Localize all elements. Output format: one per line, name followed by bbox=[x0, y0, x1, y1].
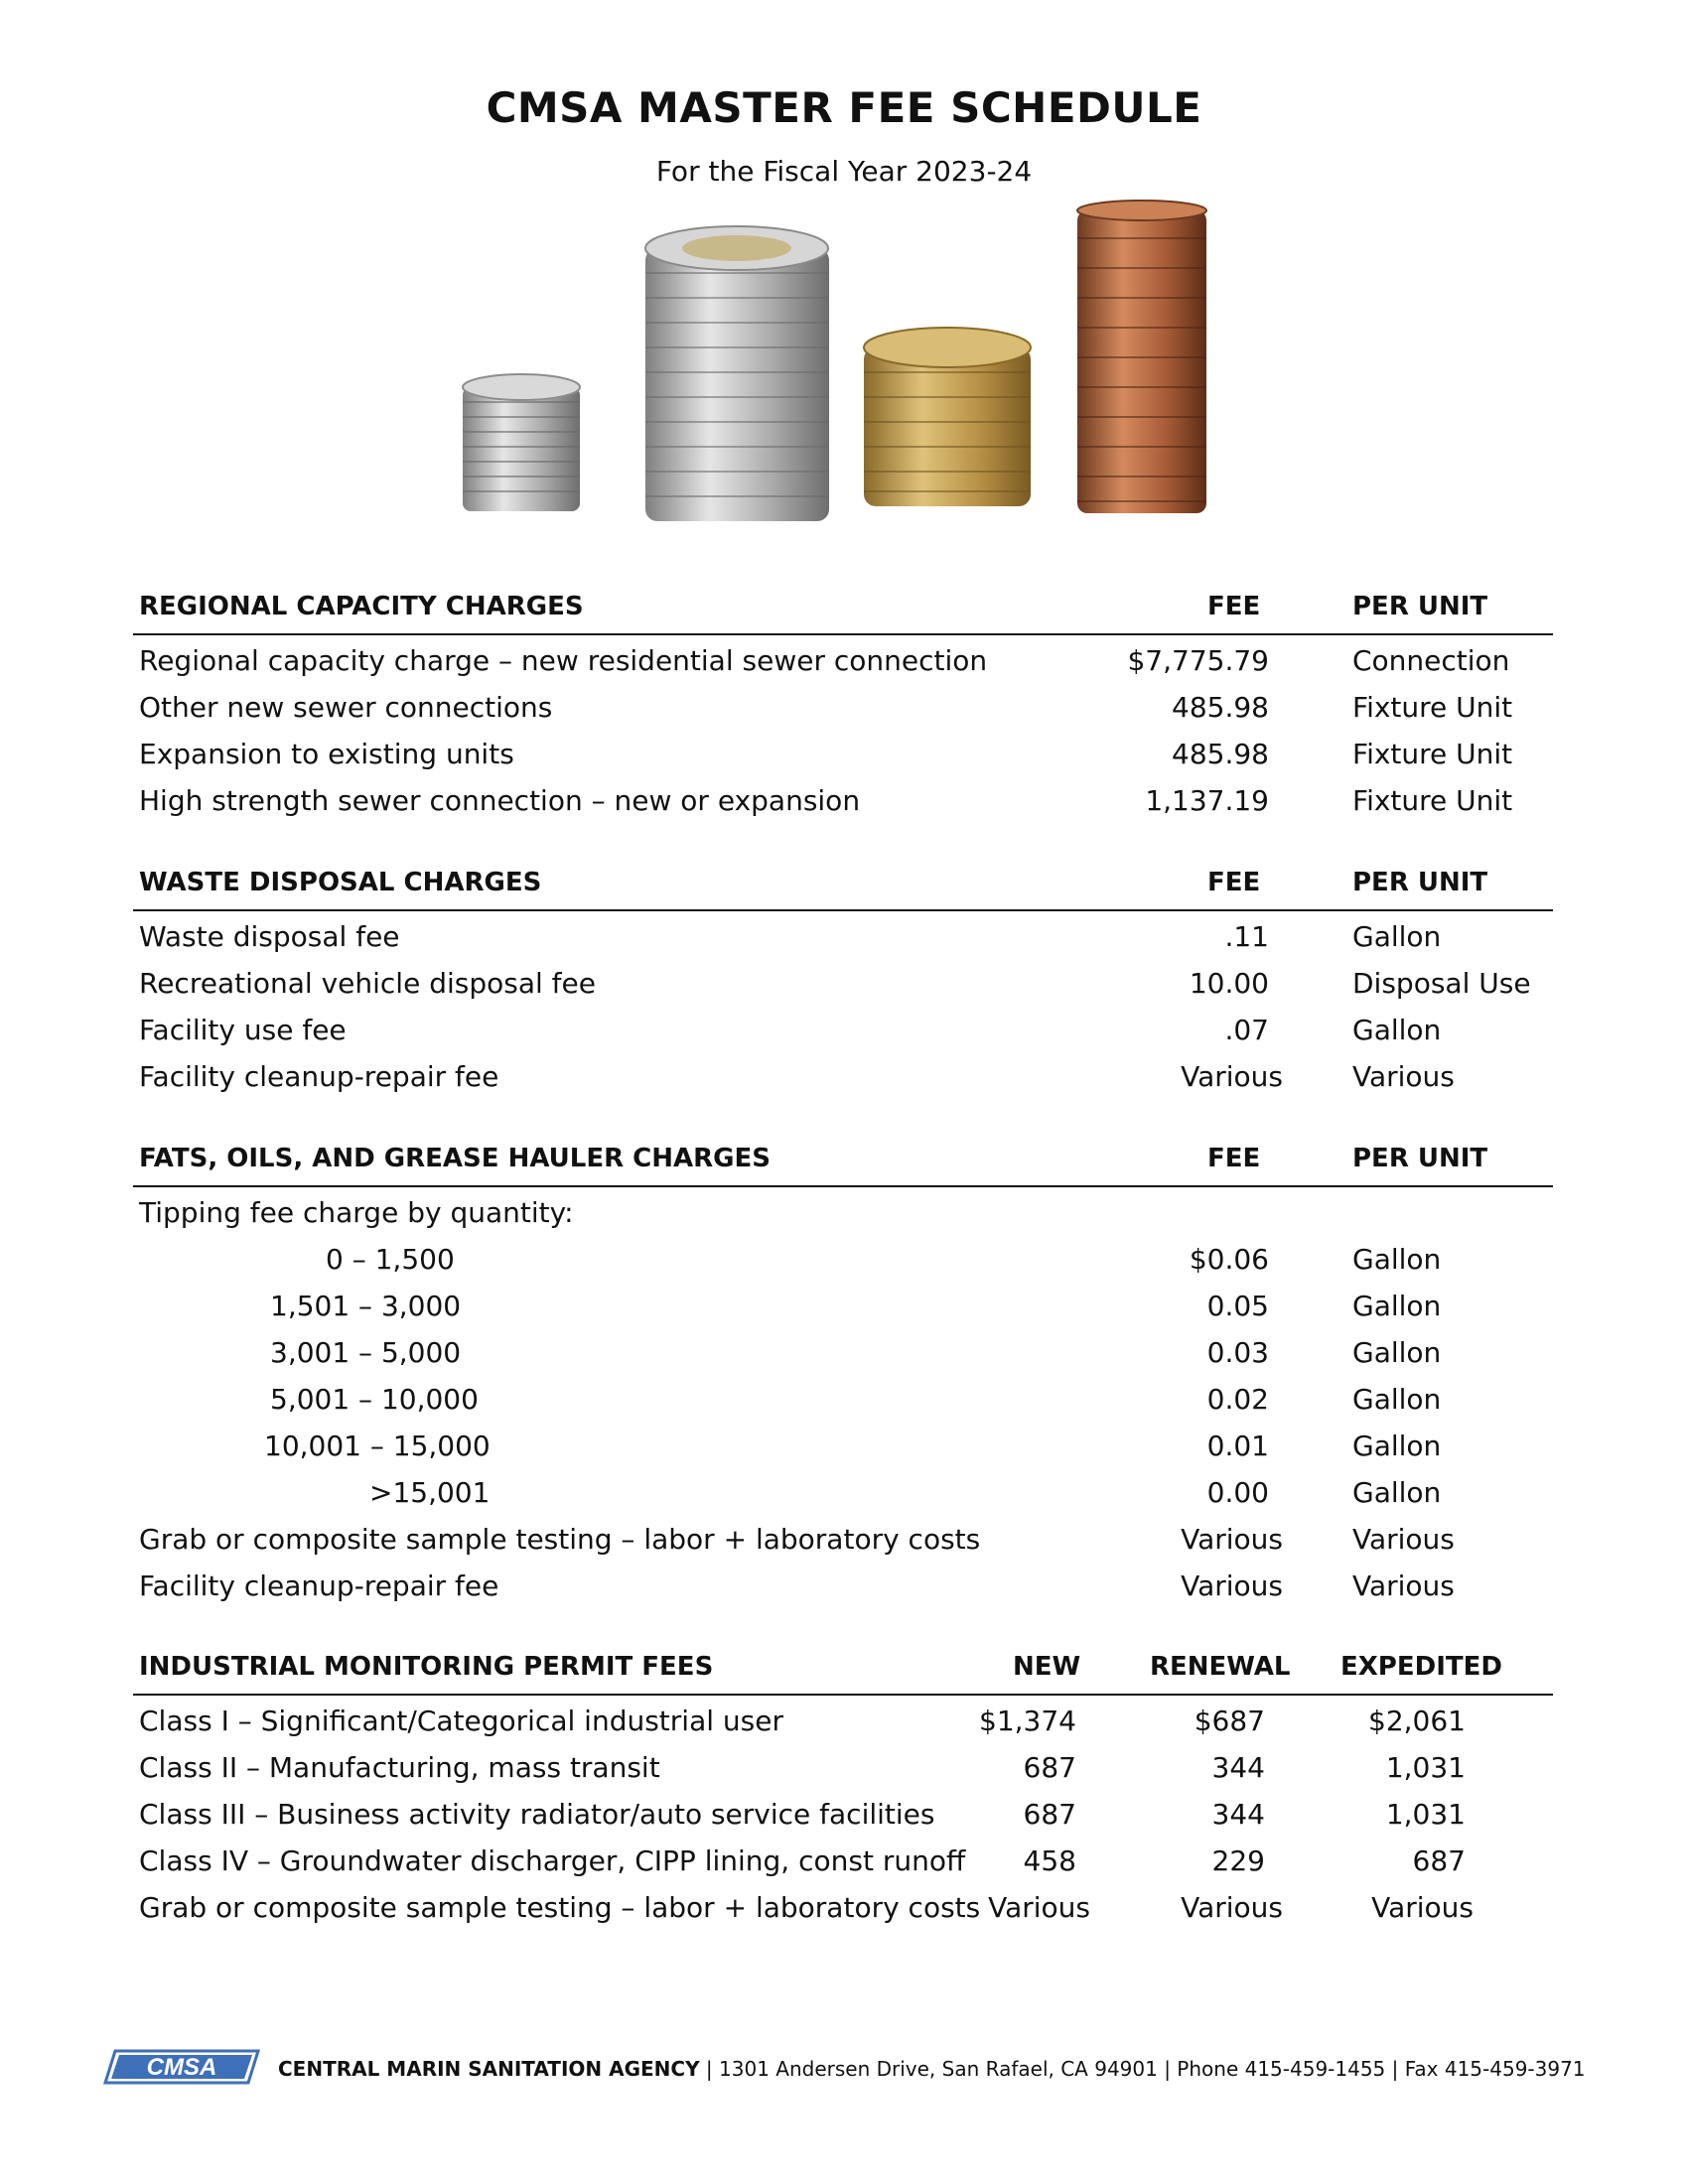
table-row bbox=[133, 913, 1553, 960]
regional-header-row bbox=[133, 588, 1553, 635]
row-label: Facility use fee bbox=[139, 1014, 347, 1046]
row-fee: 10.00 bbox=[1189, 967, 1269, 1000]
row-label: Class III – Business activity radiator/auto service facilities bbox=[139, 1798, 935, 1831]
tier-unit: Gallon bbox=[1352, 1336, 1442, 1369]
footer-agency-name: CENTRAL MARIN SANITATION AGENCY bbox=[278, 2057, 700, 2081]
table-row bbox=[133, 1884, 1553, 1931]
row-expedited-fee: $2,061 bbox=[1368, 1705, 1466, 1737]
row-unit: Various bbox=[1352, 1060, 1455, 1093]
row-fee: Various bbox=[1181, 1570, 1283, 1602]
row-new-fee: 687 bbox=[1023, 1751, 1076, 1784]
table-row bbox=[133, 1563, 1553, 1609]
table-row bbox=[133, 777, 1553, 824]
fog-header-row bbox=[133, 1140, 1553, 1187]
row-fee: $7,775.79 bbox=[1127, 644, 1269, 677]
tier-row bbox=[133, 1283, 1553, 1329]
fog-hauler-section bbox=[133, 1140, 1553, 1609]
fee-column-header: FEE bbox=[1207, 868, 1261, 897]
tier-fee: $0.06 bbox=[1189, 1243, 1269, 1276]
waste-heading: WASTE DISPOSAL CHARGES bbox=[139, 868, 542, 897]
row-label: Class IV – Groundwater discharger, CIPP lining, const runoff bbox=[139, 1844, 966, 1877]
row-label: Facility cleanup-repair fee bbox=[139, 1060, 499, 1093]
small-silver-stack bbox=[463, 374, 580, 511]
row-unit: Fixture Unit bbox=[1352, 691, 1513, 724]
table-row bbox=[133, 960, 1553, 1007]
row-fee: 485.98 bbox=[1172, 738, 1269, 770]
table-row bbox=[133, 731, 1553, 777]
regional-heading: REGIONAL CAPACITY CHARGES bbox=[139, 592, 584, 621]
tier-row bbox=[133, 1423, 1553, 1469]
tier-row bbox=[133, 1469, 1553, 1516]
row-fee: Various bbox=[1181, 1523, 1283, 1556]
row-fee: 1,137.19 bbox=[1145, 784, 1269, 817]
row-renewal-fee: 229 bbox=[1211, 1844, 1265, 1877]
table-row bbox=[133, 1698, 1553, 1744]
tall-silver-stack bbox=[645, 226, 829, 521]
tier-range: 10,001 – 15,000 bbox=[264, 1430, 491, 1462]
row-renewal-fee: 344 bbox=[1211, 1751, 1265, 1784]
tier-unit: Gallon bbox=[1352, 1383, 1442, 1416]
row-label: Grab or composite sample testing – labor + laboratory costs bbox=[139, 1523, 981, 1556]
row-renewal-fee: Various bbox=[1181, 1891, 1283, 1924]
row-label: Facility cleanup-repair fee bbox=[139, 1570, 499, 1602]
coin-stacks-image bbox=[457, 199, 1251, 536]
row-new-fee: 458 bbox=[1023, 1844, 1076, 1877]
per-unit-column-header: PER UNIT bbox=[1352, 868, 1488, 897]
tier-row bbox=[133, 1236, 1553, 1283]
row-label: Class II – Manufacturing, mass transit bbox=[139, 1751, 660, 1784]
tier-fee: 0.05 bbox=[1206, 1290, 1269, 1322]
row-unit: Gallon bbox=[1352, 920, 1442, 953]
footer bbox=[103, 2047, 1593, 2091]
tier-range: 0 – 1,500 bbox=[326, 1243, 455, 1276]
fee-column-header: FEE bbox=[1207, 592, 1261, 621]
row-renewal-fee: $687 bbox=[1194, 1705, 1265, 1737]
row-fee: .11 bbox=[1224, 920, 1269, 953]
industrial-heading: INDUSTRIAL MONITORING PERMIT FEES bbox=[139, 1652, 714, 1682]
tier-fee: 0.02 bbox=[1206, 1383, 1269, 1416]
new-column-header: NEW bbox=[1013, 1652, 1081, 1682]
row-unit: Fixture Unit bbox=[1352, 784, 1513, 817]
fog-heading: FATS, OILS, AND GREASE HAULER CHARGES bbox=[139, 1144, 771, 1173]
tier-unit: Gallon bbox=[1352, 1476, 1442, 1509]
industrial-header-row bbox=[133, 1648, 1553, 1696]
tier-fee: 0.01 bbox=[1206, 1430, 1269, 1462]
table-row bbox=[133, 1838, 1553, 1884]
row-label: Grab or composite sample testing – labor + laboratory costs bbox=[139, 1891, 981, 1924]
copper-stack bbox=[1077, 201, 1206, 513]
table-row bbox=[133, 1791, 1553, 1838]
row-label: Other new sewer connections bbox=[139, 691, 553, 724]
row-new-fee: Various bbox=[988, 1891, 1090, 1924]
renewal-column-header: RENEWAL bbox=[1150, 1652, 1291, 1682]
industrial-permit-section bbox=[133, 1648, 1553, 1931]
tier-unit: Gallon bbox=[1352, 1290, 1442, 1322]
row-label: Class I – Significant/Categorical industrial user bbox=[139, 1705, 783, 1737]
tier-unit: Gallon bbox=[1352, 1430, 1442, 1462]
tipping-fee-label: Tipping fee charge by quantity: bbox=[139, 1196, 574, 1229]
row-label: Waste disposal fee bbox=[139, 920, 400, 953]
table-row bbox=[133, 1744, 1553, 1791]
footer-contact bbox=[278, 2057, 1586, 2081]
row-fee: 485.98 bbox=[1172, 691, 1269, 724]
row-unit: Gallon bbox=[1352, 1014, 1442, 1046]
table-row bbox=[133, 684, 1553, 731]
row-fee: .07 bbox=[1224, 1014, 1269, 1046]
per-unit-column-header: PER UNIT bbox=[1352, 1144, 1488, 1173]
table-row bbox=[133, 637, 1553, 684]
row-expedited-fee: Various bbox=[1371, 1891, 1474, 1924]
waste-disposal-section bbox=[133, 864, 1553, 1100]
tier-fee: 0.03 bbox=[1206, 1336, 1269, 1369]
table-row bbox=[133, 1516, 1553, 1563]
row-unit: Connection bbox=[1352, 644, 1510, 677]
svg-text:CMSA: CMSA bbox=[146, 2054, 217, 2081]
row-unit: Various bbox=[1352, 1570, 1455, 1602]
expedited-column-header: EXPEDITED bbox=[1340, 1652, 1502, 1682]
tipping-fee-label-row bbox=[133, 1189, 1553, 1236]
row-expedited-fee: 1,031 bbox=[1385, 1798, 1466, 1831]
tier-range: 1,501 – 3,000 bbox=[270, 1290, 462, 1322]
row-unit: Disposal Use bbox=[1352, 967, 1531, 1000]
row-new-fee: $1,374 bbox=[979, 1705, 1076, 1737]
tier-range: 5,001 – 10,000 bbox=[270, 1383, 479, 1416]
row-expedited-fee: 687 bbox=[1412, 1844, 1466, 1877]
row-unit: Various bbox=[1352, 1523, 1455, 1556]
tier-range: 3,001 – 5,000 bbox=[270, 1336, 462, 1369]
table-row bbox=[133, 1053, 1553, 1100]
tier-row bbox=[133, 1376, 1553, 1423]
page-title: CMSA MASTER FEE SCHEDULE bbox=[486, 83, 1202, 132]
tier-unit: Gallon bbox=[1352, 1243, 1442, 1276]
row-label: Recreational vehicle disposal fee bbox=[139, 967, 596, 1000]
tier-range: >15,001 bbox=[369, 1476, 491, 1509]
cmsa-logo bbox=[103, 2047, 260, 2087]
row-label: Regional capacity charge – new residential sewer connection bbox=[139, 644, 988, 677]
page-subtitle: For the Fiscal Year 2023-24 bbox=[655, 155, 1033, 188]
row-label: Expansion to existing units bbox=[139, 738, 514, 770]
row-unit: Fixture Unit bbox=[1352, 738, 1513, 770]
row-fee: Various bbox=[1181, 1060, 1283, 1093]
per-unit-column-header: PER UNIT bbox=[1352, 592, 1488, 621]
footer-address-phone-fax: | 1301 Andersen Drive, San Rafael, CA 94901 | Phone 415-459-1455 | Fax 415-459-3971 bbox=[699, 2057, 1586, 2081]
tier-fee: 0.00 bbox=[1206, 1476, 1269, 1509]
regional-capacity-section bbox=[133, 588, 1553, 824]
row-new-fee: 687 bbox=[1023, 1798, 1076, 1831]
table-row bbox=[133, 1007, 1553, 1053]
gold-stack bbox=[864, 328, 1031, 506]
tier-row bbox=[133, 1329, 1553, 1376]
fee-column-header: FEE bbox=[1207, 1144, 1261, 1173]
row-expedited-fee: 1,031 bbox=[1385, 1751, 1466, 1784]
row-label: High strength sewer connection – new or expansion bbox=[139, 784, 861, 817]
row-renewal-fee: 344 bbox=[1211, 1798, 1265, 1831]
waste-header-row bbox=[133, 864, 1553, 911]
